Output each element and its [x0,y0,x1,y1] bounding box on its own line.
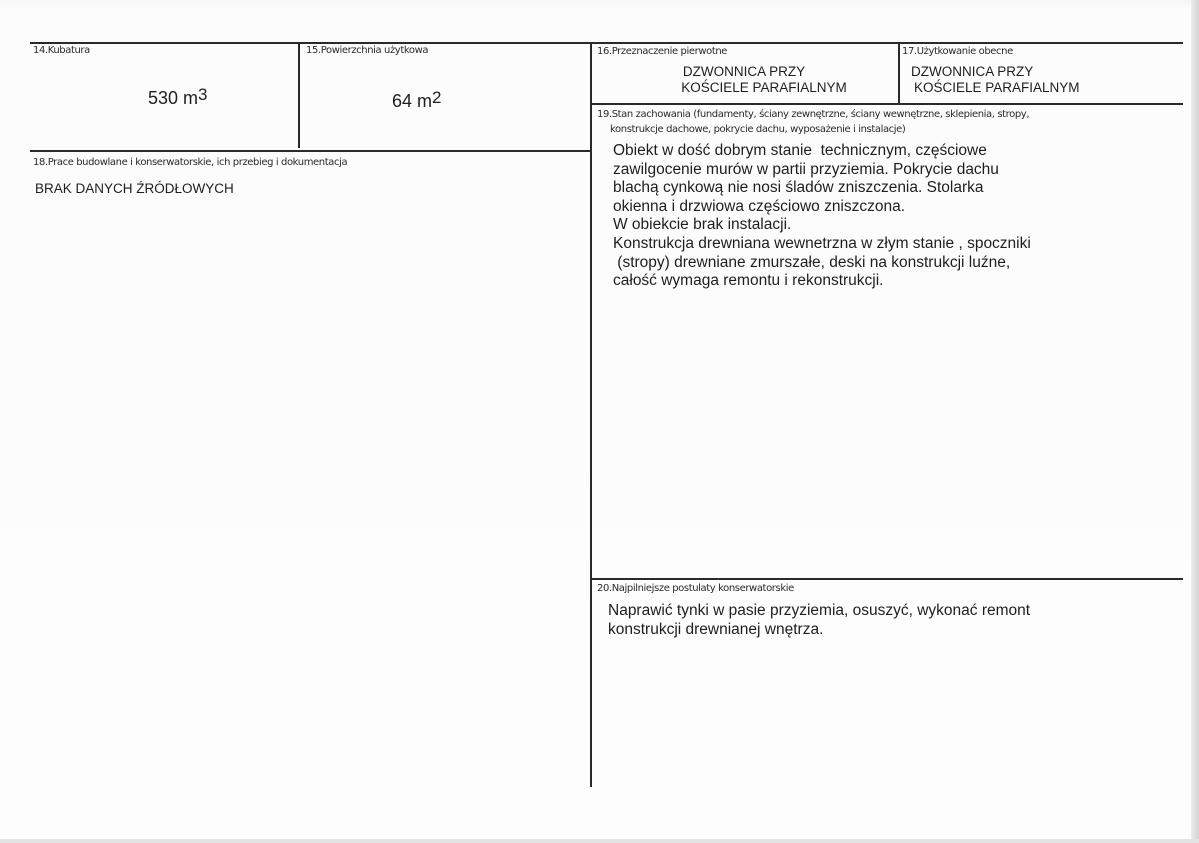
przeznaczenie-value-line-1: DZWONNICA PRZY [682,64,806,79]
postulaty-description [608,602,1030,639]
prace-label: 18.Prace budowlane i konserwatorskie, ich przebieg i dokumentacja [33,157,348,168]
stan-label-line-2: konstrukcje dachowe, pokrycie dachu, wyposażenie i instalacje) [610,124,906,135]
stan-text-line: blachą cynkową nie nosi śladów zniszczenia. Stolarka [613,179,984,197]
uzytkowanie-label: 17.Użytkowanie obecne [902,46,1013,57]
powierzchnia-value: 64 $m^2$ [392,88,442,111]
divider-main-vertical [590,42,592,787]
line-under-14-15 [30,150,592,152]
card-edge-right [1191,0,1199,843]
powierzchnia-label: 15.Powierzchnia użytkowa [306,45,429,56]
przeznaczenie-value-line-2: KOŚCIELE PARAFIALNYM [681,80,847,95]
postulaty-text-line: Naprawić tynki w pasie przyziemia, osuszyć, wykonać remont [608,602,1031,619]
stan-description [613,142,1031,291]
card-edge-bottom [0,839,1199,843]
uzytkowanie-value-line-1: DZWONNICA PRZY [911,64,1034,79]
line-above-20 [591,578,1183,580]
kubatura-value: 530 $m^3$ [148,85,208,108]
line-under-16-17 [591,103,1183,105]
form-top-line [30,42,1183,44]
stan-text-line: całość wymaga remontu i rekonstrukcji. [613,272,884,290]
uzytkowanie-value-line-2: KOŚCIELE PARAFIALNYM [914,80,1080,95]
przeznaczenie-label: 16.Przeznaczenie pierwotne [597,46,728,57]
stan-text-line: Obiekt w dość dobrym stanie technicznym, częściowe [613,142,987,159]
divider-14-15 [298,42,300,148]
stan-text-line: Konstrukcja drewniana wewnetrzna w złym stanie , spoczniki [613,234,1031,252]
powierzchnia-unit-exponent: 2 [432,88,442,107]
stan-label-line-1: 19.Stan zachowania (fundamenty, ściany zewnętrzne, ściany wewnętrzne, sklepienia, stropy, [597,109,1030,120]
postulaty-text-line: konstrukcji drewnianej wnętrza. [608,620,824,638]
stan-text-line: okienna i drzwiowa częściowo zniszczona. [613,197,906,215]
prace-value: BRAK DANYCH ŹRÓDŁOWYCH [35,181,234,196]
stan-text-line: zawilgocenie murów w partii przyziemia. Pokrycie dachu [613,160,999,178]
stan-text-line: (stropy) drewniane zmurszałe, deski na konstrukcji luźne, [613,253,1011,271]
kubatura-label: 14.Kubatura [33,45,90,56]
kubatura-unit-exponent: 3 [198,85,208,104]
stan-text-line: W obiekcie brak instalacji. [613,216,792,234]
postulaty-label: 20.Najpilniejsze postulaty konserwatorskie [597,583,794,594]
